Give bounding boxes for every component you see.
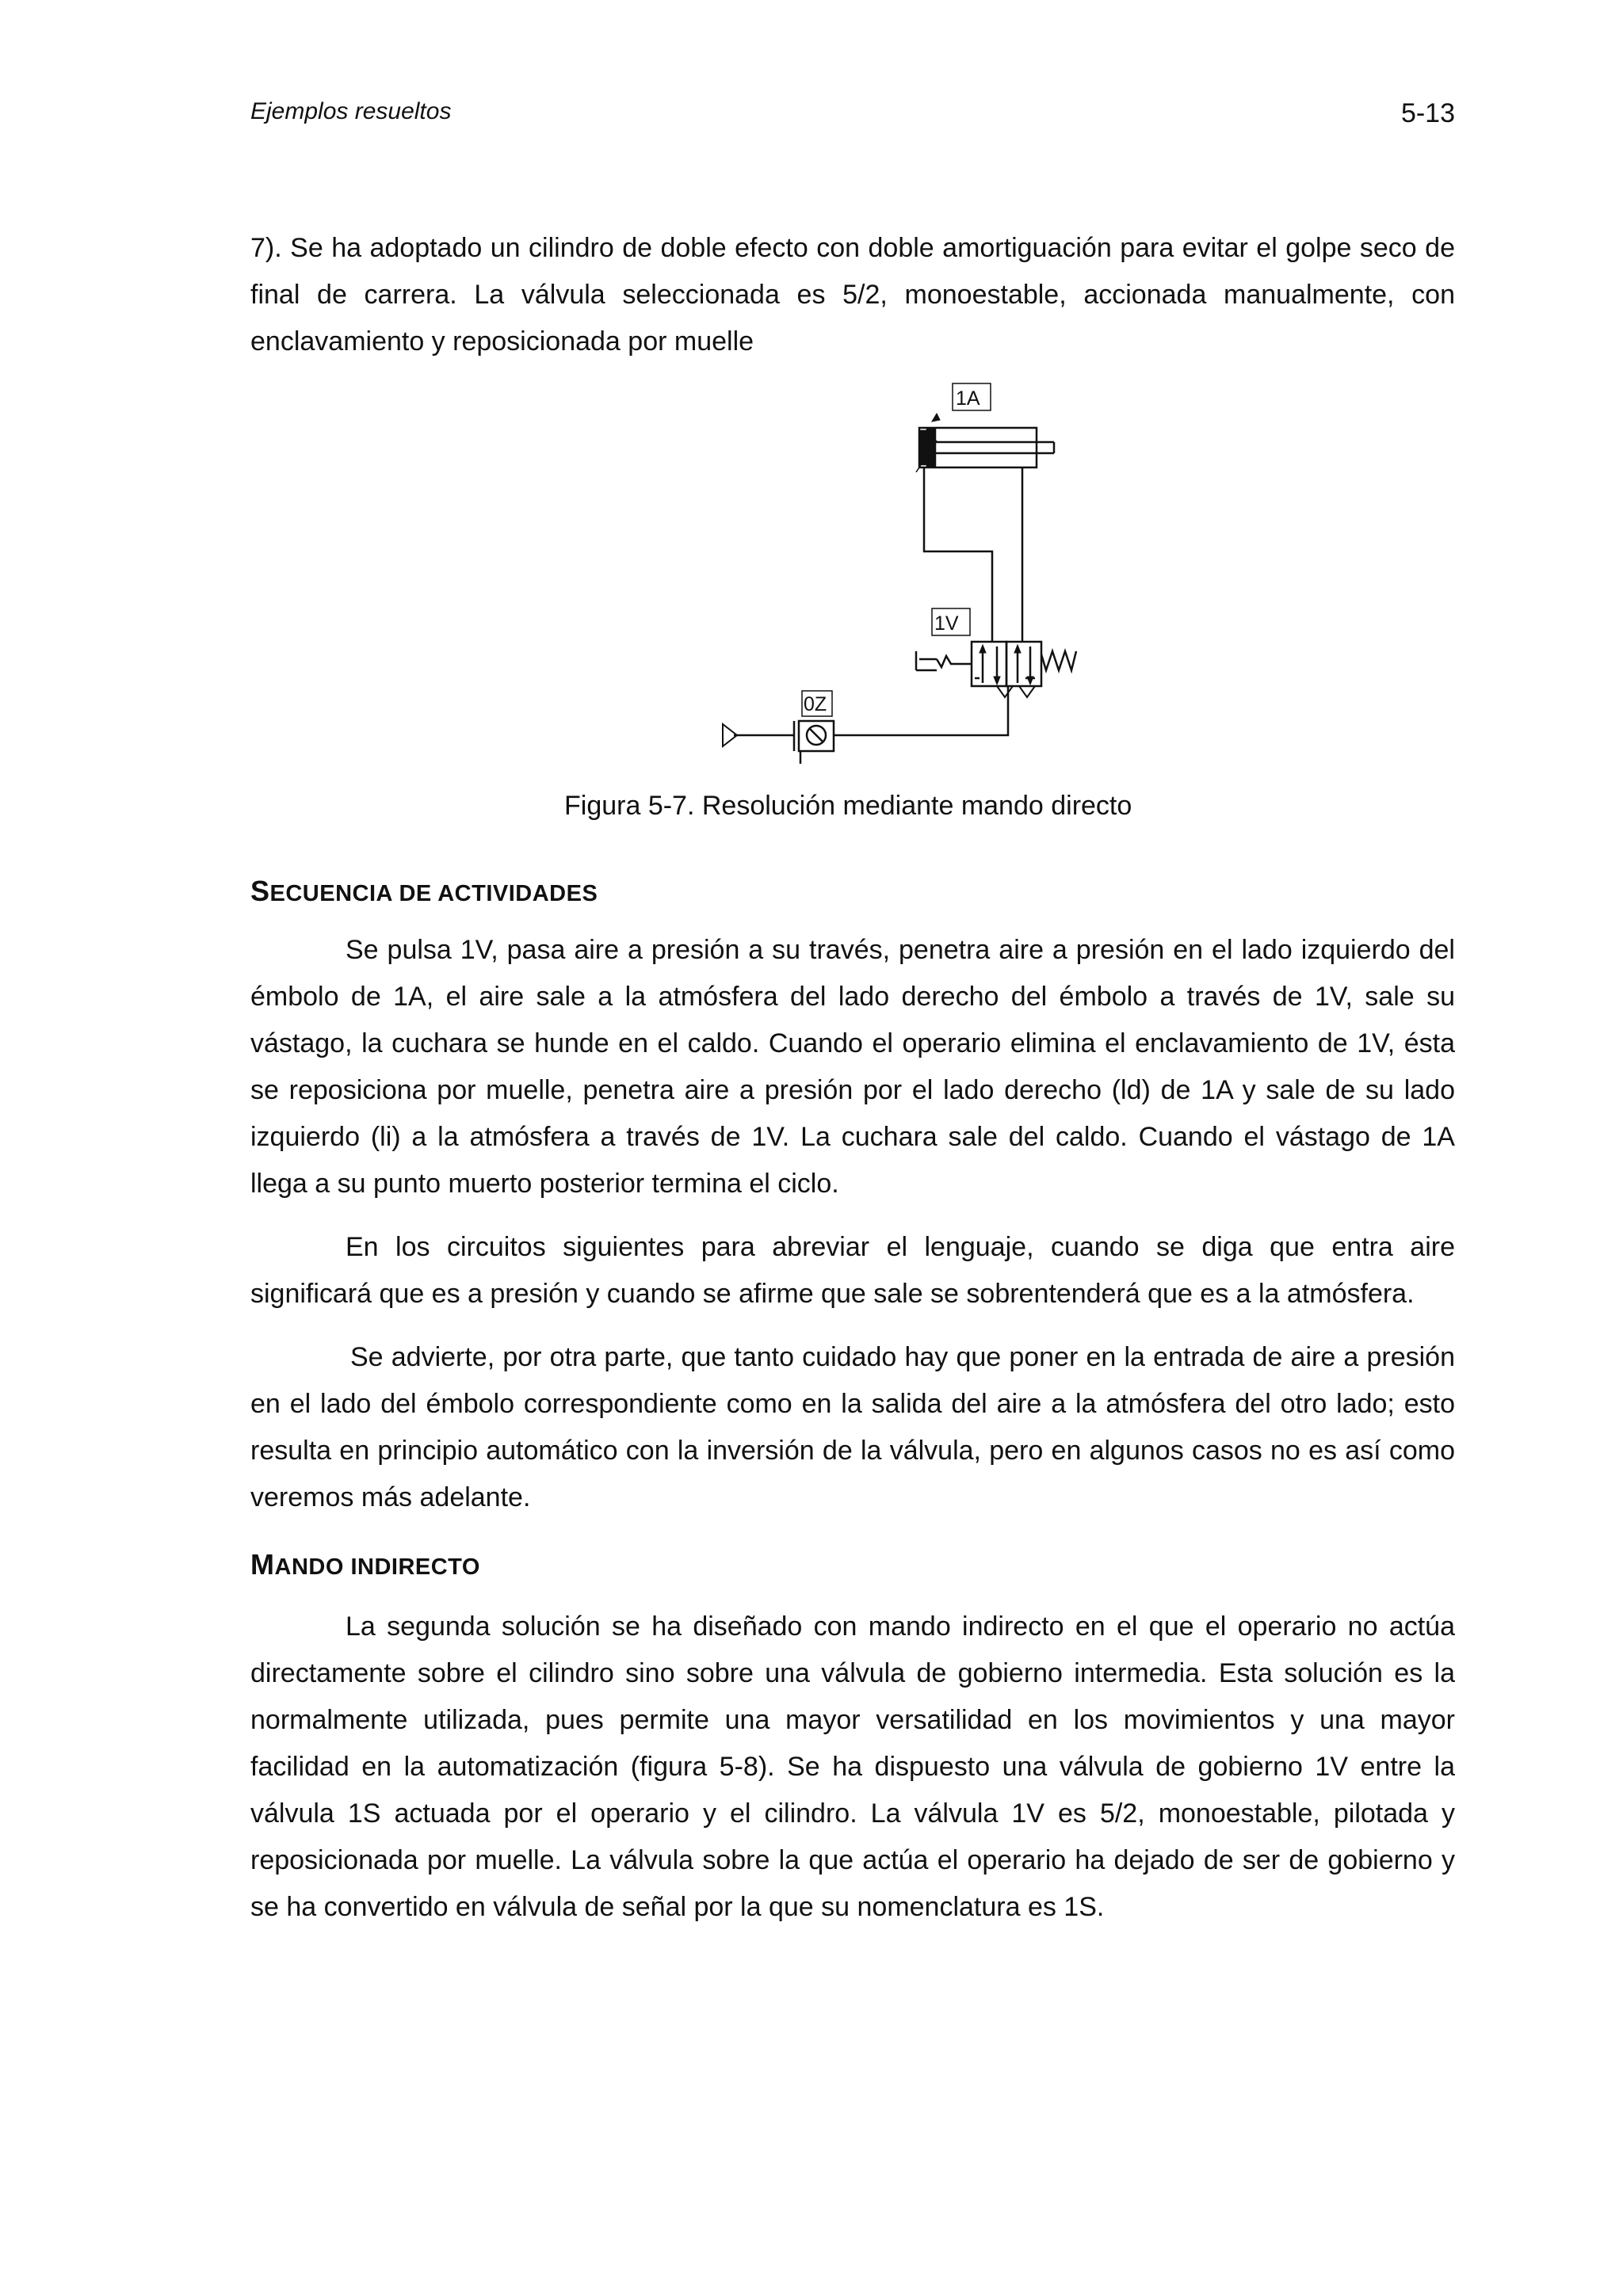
valve-detent-actuator bbox=[937, 656, 972, 667]
section-heading-secuencia bbox=[250, 875, 598, 908]
valve-exhaust-left bbox=[997, 686, 1013, 697]
paragraph: En los circuitos siguientes para abreviar el lenguaje, cuando se diga que entra aire significará que es a presión y cuando se afirme que sale se sobrentenderá que es a la atmósfera. bbox=[250, 1232, 1455, 1309]
heading-initial: S bbox=[250, 875, 270, 907]
section1-body bbox=[250, 927, 1455, 1521]
paragraph: La segunda solución se ha diseñado con mando indirecto en el que el operario no actúa directamente sobre el cilindro sino sobre una válvula de gobierno intermedia. Esta solución es la normalmente utilizada, pues permite una mayor versatilidad en los movimientos y una mayor facilidad en la automatización (figura 5-8). Se ha dispuesto una válvula de gobierno 1V entre la válvula 1S actuada por el operario y el cilindro. La válvula 1V es 5/2, monoestable, pilotada y reposicionada por muelle. La válvula sobre la que actúa el operario ha dejado de ser de gobierno y se ha convertido en válvula de señal por la que su nomenclatura es 1S. bbox=[250, 1611, 1455, 1922]
figure-caption: Figura 5-7. Resolución mediante mando directo bbox=[564, 791, 1132, 821]
heading-rest: ECUENCIA DE ACTIVIDADES bbox=[269, 881, 598, 906]
valve-arrowhead-2 bbox=[994, 677, 1000, 685]
cylinder-piston bbox=[927, 429, 935, 466]
valve-square-left bbox=[972, 642, 1006, 686]
valve-return-spring bbox=[1041, 651, 1076, 670]
cylinder-body bbox=[919, 428, 1037, 467]
unit-gauge-needle bbox=[810, 729, 823, 742]
heading-initial: M bbox=[250, 1548, 275, 1581]
circuit-svg bbox=[626, 372, 1086, 784]
adjust-arrow-head bbox=[932, 414, 940, 421]
valve-square-right bbox=[1006, 642, 1041, 686]
page-number: 5-13 bbox=[1400, 98, 1455, 128]
intro-block bbox=[250, 225, 1455, 365]
running-header-title: Ejemplos resueltos bbox=[250, 98, 452, 124]
section2-body bbox=[250, 1604, 1455, 1931]
air-supply-line bbox=[834, 686, 1008, 735]
valve-exhaust-right bbox=[1019, 686, 1035, 697]
pneumatic-circuit-diagram bbox=[626, 372, 1086, 784]
paragraph: Se pulsa 1V, pasa aire a presión a su través, penetra aire a presión en el lado izquierdo del émbolo de 1A, el aire sale a la atmósfera del lado derecho del émbolo a través de 1V, sale su vástago, la cuchara se hunde en el caldo. Cuando el operario elimina el enclavamiento de 1V, ésta se reposiciona por muelle, penetra aire a presión por el lado derecho (ld) de 1A y sale de su lado izquierdo (li) a la atmósfera a través de 1V. La cuchara sale del caldo. Cuando el vástago de 1A llega a su punto muerto posterior termina el ciclo. bbox=[250, 935, 1455, 1199]
intro-paragraph: 7). Se ha adoptado un cilindro de doble efecto con doble amortiguación para evitar el golpe seco de final de carrera. La válvula seleccionada es 5/2, monoestable, accionada manualmente, con enclavamiento y reposicionada por muelle bbox=[250, 233, 1455, 357]
valve-label: 1V bbox=[934, 612, 959, 635]
section-heading-mando-indirecto bbox=[250, 1548, 480, 1581]
heading-rest: ANDO INDIRECTO bbox=[274, 1554, 480, 1580]
cylinder-label: 1A bbox=[956, 387, 980, 410]
valve-arrowhead-1 bbox=[980, 645, 986, 653]
unit-label: 0Z bbox=[804, 693, 827, 715]
paragraph: Se advierte, por otra parte, que tanto cuidado hay que poner en la entrada de aire a presión en el lado del émbolo correspondiente como en la salida del aire a la atmósfera del otro lado; esto resulta en principio automático con la inversión de la válvula, pero en algunos casos no es así como veremos más adelante. bbox=[250, 1342, 1455, 1512]
valve-arrowhead-3 bbox=[1014, 645, 1021, 653]
